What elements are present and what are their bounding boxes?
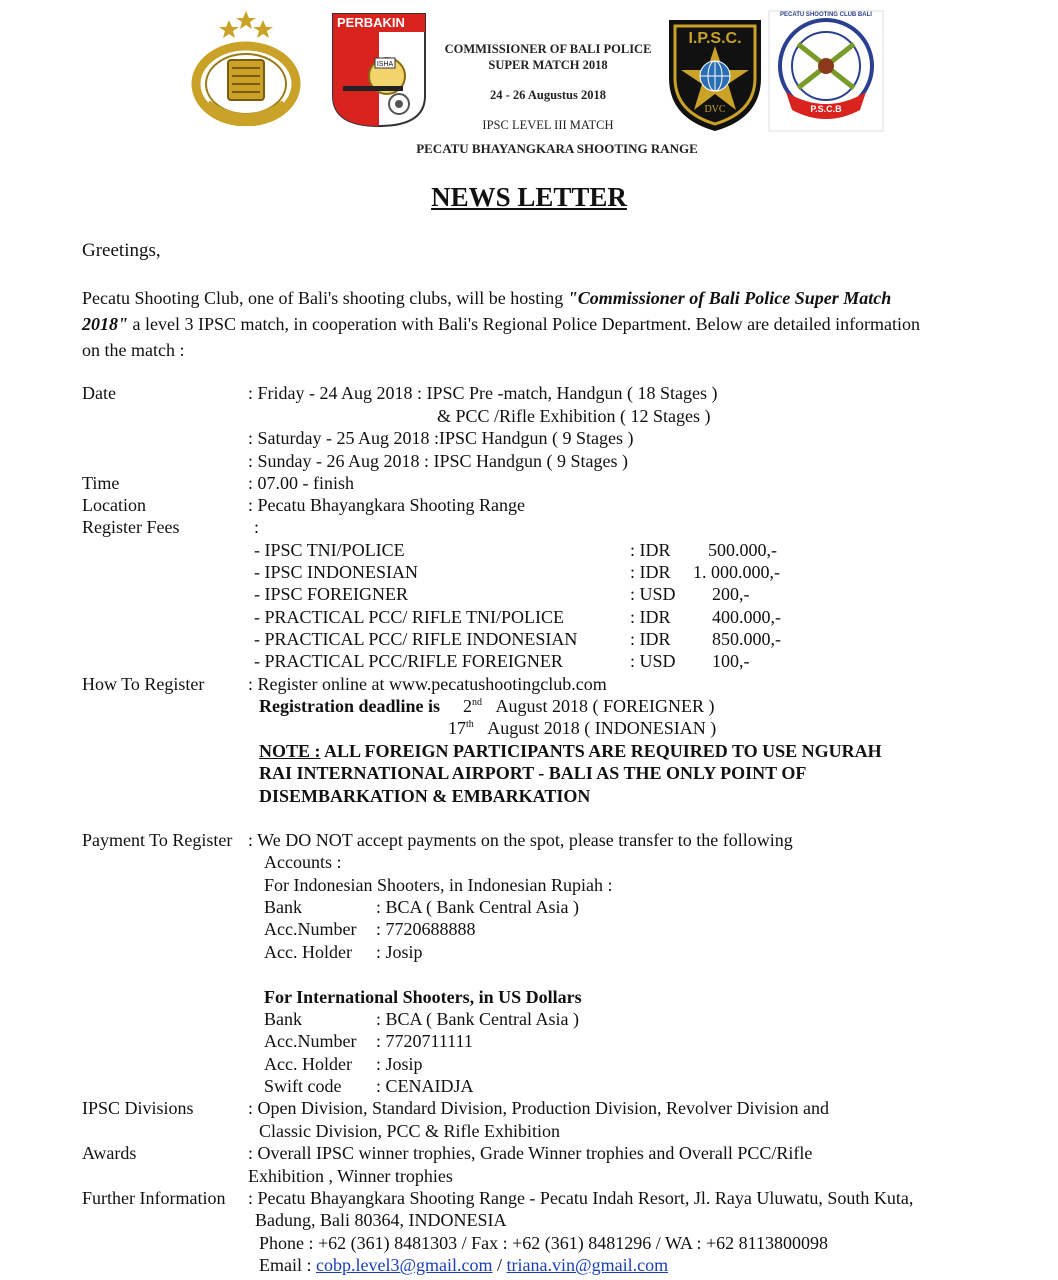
divisions-line1: : Open Division, Standard Division, Production Division, Revolver Division and [248, 1098, 829, 1118]
fee-currency: : IDR [630, 540, 671, 560]
email-link-1[interactable]: cobp.level3@gmail.com [316, 1255, 493, 1275]
divisions-line2: Classic Division, PCC & Rifle Exhibition [259, 1121, 561, 1141]
fee-currency: : IDR [630, 562, 671, 582]
fee-currency: : IDR [630, 607, 671, 627]
event-level: IPSC LEVEL III MATCH [482, 118, 614, 132]
event-title-line1: COMMISSIONER OF BALI POLICE [444, 42, 652, 56]
deadline-day: 2 [463, 696, 472, 716]
fee-currency: : USD [630, 584, 676, 604]
indo-holder-value: : Josip [376, 942, 423, 962]
pecatu-club-logo [768, 10, 884, 132]
svg-text:ISHA: ISHA [376, 61, 394, 68]
date-sunday: : Sunday - 26 Aug 2018 : IPSC Handgun ( 9 Stages ) [248, 451, 628, 471]
date-friday: : Friday - 24 Aug 2018 : IPSC Pre -match, Handgun ( 18 Stages ) [248, 383, 718, 403]
intro-line1 [82, 287, 891, 309]
fee-amount: 400.000,- [712, 607, 781, 627]
further-line2: Badung, Bali 80364, INDONESIA [255, 1210, 507, 1230]
location-value: : Pecatu Bhayangkara Shooting Range [248, 495, 525, 515]
payment-label: Payment To Register [82, 830, 233, 850]
fee-amount: 200,- [712, 584, 750, 604]
intl-bank-value: : BCA ( Bank Central Asia ) [376, 1009, 579, 1029]
email-separator: / [492, 1255, 507, 1275]
fee-amount: 100,- [712, 651, 750, 671]
deadline-foreigner [463, 695, 715, 717]
indo-bank-key: Bank [264, 897, 302, 917]
location-label: Location [82, 495, 146, 515]
deadline-suffix: th [466, 719, 474, 730]
event-name: "Commissioner of Bali Police Super Match [567, 288, 892, 308]
deadline-indonesian [448, 717, 716, 739]
intl-bank-key: Bank [264, 1009, 302, 1029]
event-venue: PECATU BHAYANGKARA SHOOTING RANGE [416, 141, 698, 156]
fee-amount: 1. 000.000,- [693, 562, 780, 582]
awards-line1: : Overall IPSC winner trophies, Grade Winner trophies and Overall PCC/Rifle [248, 1143, 813, 1163]
indo-acc-value: : 7720688888 [376, 919, 476, 939]
fee-currency: : IDR [630, 629, 671, 649]
event-title-line2: SUPER MATCH 2018 [488, 58, 608, 72]
note-text: ALL FOREIGN PARTICIPANTS ARE REQUIRED TO USE NGURAH [320, 741, 882, 761]
pecatu-club-logo-sub: P.S.C.B [810, 104, 842, 114]
intro-text: Pecatu Shooting Club, one of Bali's shooting clubs, will be hosting [82, 288, 568, 308]
further-label: Further Information [82, 1188, 226, 1208]
fee-currency: : USD [630, 651, 676, 671]
fee-name: - PRACTICAL PCC/ RIFLE TNI/POLICE [254, 607, 565, 627]
intro-line3: on the match : [82, 340, 185, 360]
fee-name: - IPSC FOREIGNER [254, 584, 409, 604]
email-line [259, 1254, 668, 1276]
greeting: Greetings, [82, 240, 161, 261]
intro-line2 [82, 313, 920, 335]
date-friday-exhibition: & PCC /Rifle Exhibition ( 12 Stages ) [437, 406, 711, 426]
fee-name: - IPSC TNI/POLICE [254, 540, 405, 560]
further-line1: : Pecatu Bhayangkara Shooting Range - Pecatu Indah Resort, Jl. Raya Uluwatu, South Kuta, [248, 1188, 914, 1208]
pecatu-club-logo-ring: PECATU SHOOTING CLUB BALI [780, 12, 872, 18]
time-value: : 07.00 - finish [248, 473, 354, 493]
police-emblem-logo [188, 8, 304, 126]
indo-bank-value: : BCA ( Bank Central Asia ) [376, 897, 579, 917]
intl-holder-value: : Josip [376, 1054, 423, 1074]
deadline-day: 17 [448, 718, 466, 738]
divisions-label: IPSC Divisions [82, 1098, 194, 1118]
note-line1 [259, 740, 882, 762]
intl-heading: For International Shooters, in US Dollars [264, 987, 582, 1007]
register-label: How To Register [82, 674, 205, 694]
intl-holder-key: Acc. Holder [264, 1054, 352, 1074]
register-online: : Register online at www.pecatushootingclub.com [248, 674, 607, 694]
fees-colon: : [254, 517, 260, 537]
awards-line2: Exhibition , Winner trophies [248, 1166, 453, 1186]
deadline-text: August 2018 ( INDONESIAN ) [487, 718, 717, 738]
payment-line1: : We DO NOT accept payments on the spot, please transfer to the following [248, 830, 793, 850]
deadline-suffix: nd [472, 697, 482, 708]
ipsc-logo [667, 18, 763, 133]
fee-name: - PRACTICAL PCC/ RIFLE INDONESIAN [254, 629, 578, 649]
deadline-label: Registration deadline is [259, 696, 441, 716]
fee-amount: 500.000,- [708, 540, 777, 560]
awards-label: Awards [82, 1143, 137, 1163]
ipsc-logo-text: I.P.S.C. [688, 30, 742, 47]
note-line3: DISEMBARKATION & EMBARKATION [259, 786, 591, 806]
intl-swift-value: : CENAIDJA [376, 1076, 474, 1096]
time-label: Time [82, 473, 120, 493]
fee-amount: 850.000,- [712, 629, 781, 649]
indo-acc-key: Acc.Number [264, 919, 357, 939]
intl-swift-key: Swift code [264, 1076, 342, 1096]
event-name-year: 2018" [82, 314, 128, 334]
indo-heading: For Indonesian Shooters, in Indonesian Rupiah : [264, 875, 613, 895]
date-label: Date [82, 383, 116, 403]
perbakin-logo [331, 12, 427, 128]
intl-acc-value: : 7720711111 [376, 1031, 473, 1051]
ipsc-logo-motto: DVC [704, 104, 726, 115]
phone-line: Phone : +62 (361) 8481303 / Fax : +62 (361) 8481296 / WA : +62 8113800098 [259, 1233, 828, 1253]
note-label: NOTE : [259, 741, 321, 761]
deadline-text: August 2018 ( FOREIGNER ) [495, 696, 715, 716]
date-saturday: : Saturday - 25 Aug 2018 :IPSC Handgun ( 9 Stages ) [248, 428, 634, 448]
event-dates: 24 - 26 Augustus 2018 [490, 88, 606, 102]
note-line2: RAI INTERNATIONAL AIRPORT - BALI AS THE ONLY POINT OF [259, 763, 807, 783]
email-link-2[interactable]: triana.vin@gmail.com [506, 1255, 669, 1275]
intro-text: a level 3 IPSC match, in cooperation with Bali's Regional Police Department. Below are detailed information [128, 314, 921, 334]
payment-line2: Accounts : [264, 852, 342, 872]
fee-name: - IPSC INDONESIAN [254, 562, 419, 582]
fees-label: Register Fees [82, 517, 180, 537]
perbakin-logo-text: PERBAKIN [337, 15, 405, 30]
page-title: NEWS LETTER [431, 182, 627, 212]
intl-acc-key: Acc.Number [264, 1031, 357, 1051]
email-label: Email : [259, 1255, 316, 1275]
fee-name: - PRACTICAL PCC/RIFLE FOREIGNER [254, 651, 563, 671]
indo-holder-key: Acc. Holder [264, 942, 352, 962]
